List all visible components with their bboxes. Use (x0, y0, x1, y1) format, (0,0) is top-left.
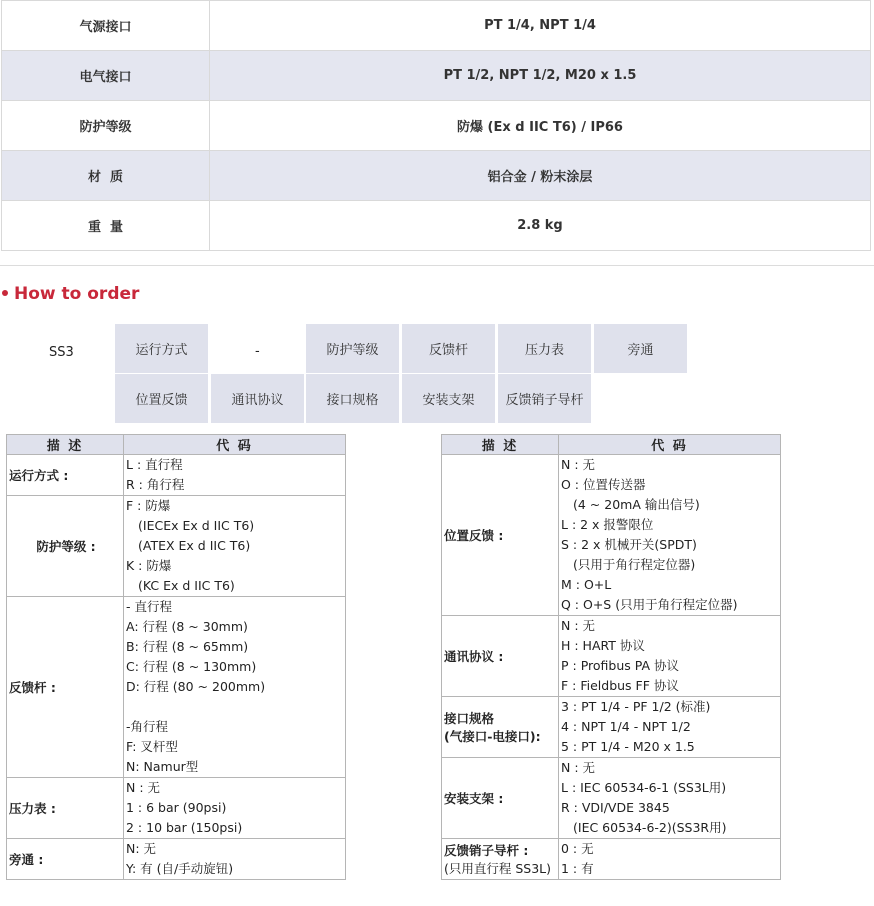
table-row (442, 616, 781, 697)
spec-value: 防爆 (Ex d IIC T6) / IP66 (210, 101, 871, 151)
code-line: C: 行程 (8 ~ 130mm) (126, 659, 257, 674)
spec-row (2, 51, 871, 101)
row-codes (559, 839, 781, 880)
code-line (126, 697, 343, 717)
code-cell: 运行方式 (115, 324, 208, 373)
code-cell: 旁通 (594, 324, 687, 373)
row-codes (124, 597, 346, 778)
options-table-right (441, 434, 781, 880)
bullet-icon (2, 290, 8, 296)
code-line: R : 角行程 (126, 477, 185, 492)
code-cell: 反馈杆 (402, 324, 495, 373)
header-code: 代 码 (124, 435, 346, 455)
row-label-line: (只用直行程 SS3L) (444, 861, 552, 876)
spec-table (1, 0, 871, 251)
spec-row (2, 101, 871, 151)
code-line: F: 叉杆型 (126, 739, 178, 754)
row-label: 位置反馈 : (442, 455, 559, 616)
code-line: Q : O+S (只用于角行程定位器) (561, 597, 738, 612)
code-line: L : 直行程 (126, 457, 183, 472)
section-divider (0, 265, 874, 266)
spec-value: 铝合金 / 粉末涂层 (210, 151, 871, 201)
code-line: N : 无 (561, 760, 596, 775)
code-line: (IEC 60534-6-2)(SS3R用) (573, 820, 727, 835)
row-codes (124, 496, 346, 597)
row-label-line: 接口规格 (444, 711, 495, 726)
row-label: 压力表 : (7, 778, 124, 839)
code-line: F : 防爆 (126, 498, 171, 513)
row-codes (124, 455, 346, 496)
code-cell: 位置反馈 (115, 374, 208, 423)
code-line: -角行程 (126, 719, 169, 734)
code-cell: 接口规格 (306, 374, 399, 423)
table-row (7, 778, 346, 839)
header-desc: 描 述 (7, 435, 124, 455)
row-label: 运行方式 : (7, 455, 124, 496)
row-label: 旁通 : (7, 839, 124, 880)
row-label: 防护等级 : (7, 496, 124, 597)
row-label: 安装支架 : (442, 758, 559, 839)
table-row (442, 455, 781, 616)
code-line: O : 位置传送器 (561, 477, 646, 492)
code-cell: 压力表 (498, 324, 591, 373)
row-codes (124, 839, 346, 880)
code-line: H : HART 协议 (561, 638, 645, 653)
code-line: (4 ~ 20mA 输出信号) (573, 497, 700, 512)
row-codes (559, 616, 781, 697)
code-line: L : 2 x 报警限位 (561, 517, 654, 532)
row-label: 通讯协议 : (442, 616, 559, 697)
row-label (442, 697, 559, 758)
code-line: 2 : 10 bar (150psi) (126, 820, 243, 835)
code-line: B: 行程 (8 ~ 65mm) (126, 639, 249, 654)
spec-label: 防护等级 (2, 101, 210, 151)
table-row (7, 839, 346, 880)
code-line: (ATEX Ex d IIC T6) (138, 538, 251, 553)
options-table-left (6, 434, 346, 880)
code-cell: 安装支架 (402, 374, 495, 423)
code-cell: 防护等级 (306, 324, 399, 373)
table-row (442, 697, 781, 758)
spec-label: 重 量 (2, 201, 210, 251)
code-line: (KC Ex d IIC T6) (138, 578, 235, 593)
code-line: N : 无 (126, 780, 161, 795)
order-code-dash: - (255, 344, 260, 359)
row-codes (559, 697, 781, 758)
section-heading (0, 284, 139, 304)
code-line: - 直行程 (126, 599, 172, 614)
spec-row (2, 201, 871, 251)
code-line: 5 : PT 1/4 - M20 x 1.5 (561, 739, 695, 754)
header-code: 代 码 (559, 435, 781, 455)
row-label-line: (气接口-电接口): (444, 729, 541, 744)
code-line: D: 行程 (80 ~ 200mm) (126, 679, 266, 694)
code-line: L : IEC 60534-6-1 (SS3L用) (561, 780, 727, 795)
code-line: R : VDI/VDE 3845 (561, 800, 670, 815)
table-row (7, 597, 346, 778)
code-line: (IECEx Ex d IIC T6) (138, 518, 255, 533)
row-codes (124, 778, 346, 839)
code-line: M : O+L (561, 577, 612, 592)
code-line: N: 无 (126, 841, 157, 856)
row-codes (559, 758, 781, 839)
code-line: S : 2 x 机械开关(SPDT) (561, 537, 697, 552)
code-line: F : Fieldbus FF 协议 (561, 678, 679, 693)
code-line: Y: 有 (自/手动旋钮) (126, 861, 234, 876)
code-line: 3 : PT 1/4 - PF 1/2 (标准) (561, 699, 711, 714)
code-line: K : 防爆 (126, 558, 172, 573)
spec-row (2, 151, 871, 201)
row-label-line: 反馈销子导杆 : (444, 843, 529, 858)
table-row (442, 758, 781, 839)
code-cell: 反馈销子导杆 (498, 374, 591, 423)
code-line: 4 : NPT 1/4 - NPT 1/2 (561, 719, 691, 734)
code-line: P : Profibus PA 协议 (561, 658, 680, 673)
code-line: 0 : 无 (561, 841, 594, 856)
code-line: (只用于角行程定位器) (573, 557, 696, 572)
spec-row (2, 1, 871, 51)
code-line: N : 无 (561, 618, 596, 633)
table-row (7, 496, 346, 597)
heading-text: How to order (14, 284, 140, 304)
code-line: 1 : 有 (561, 861, 594, 876)
spec-value: PT 1/4, NPT 1/4 (210, 1, 871, 51)
spec-label: 气源接口 (2, 1, 210, 51)
code-line: A: 行程 (8 ~ 30mm) (126, 619, 248, 634)
code-line: N : 无 (561, 457, 596, 472)
spec-label: 材 质 (2, 151, 210, 201)
code-line: 1 : 6 bar (90psi) (126, 800, 227, 815)
row-label: 反馈杆 : (7, 597, 124, 778)
table-row (442, 839, 781, 880)
spec-label: 电气接口 (2, 51, 210, 101)
spec-value: 2.8 kg (210, 201, 871, 251)
header-desc: 描 述 (442, 435, 559, 455)
order-code-prefix: SS3 (49, 345, 74, 360)
table-row (7, 455, 346, 496)
code-cell: 通讯协议 (211, 374, 304, 423)
code-line: N: Namur型 (126, 759, 199, 774)
row-label (442, 839, 559, 880)
row-codes (559, 455, 781, 616)
spec-value: PT 1/2, NPT 1/2, M20 x 1.5 (210, 51, 871, 101)
